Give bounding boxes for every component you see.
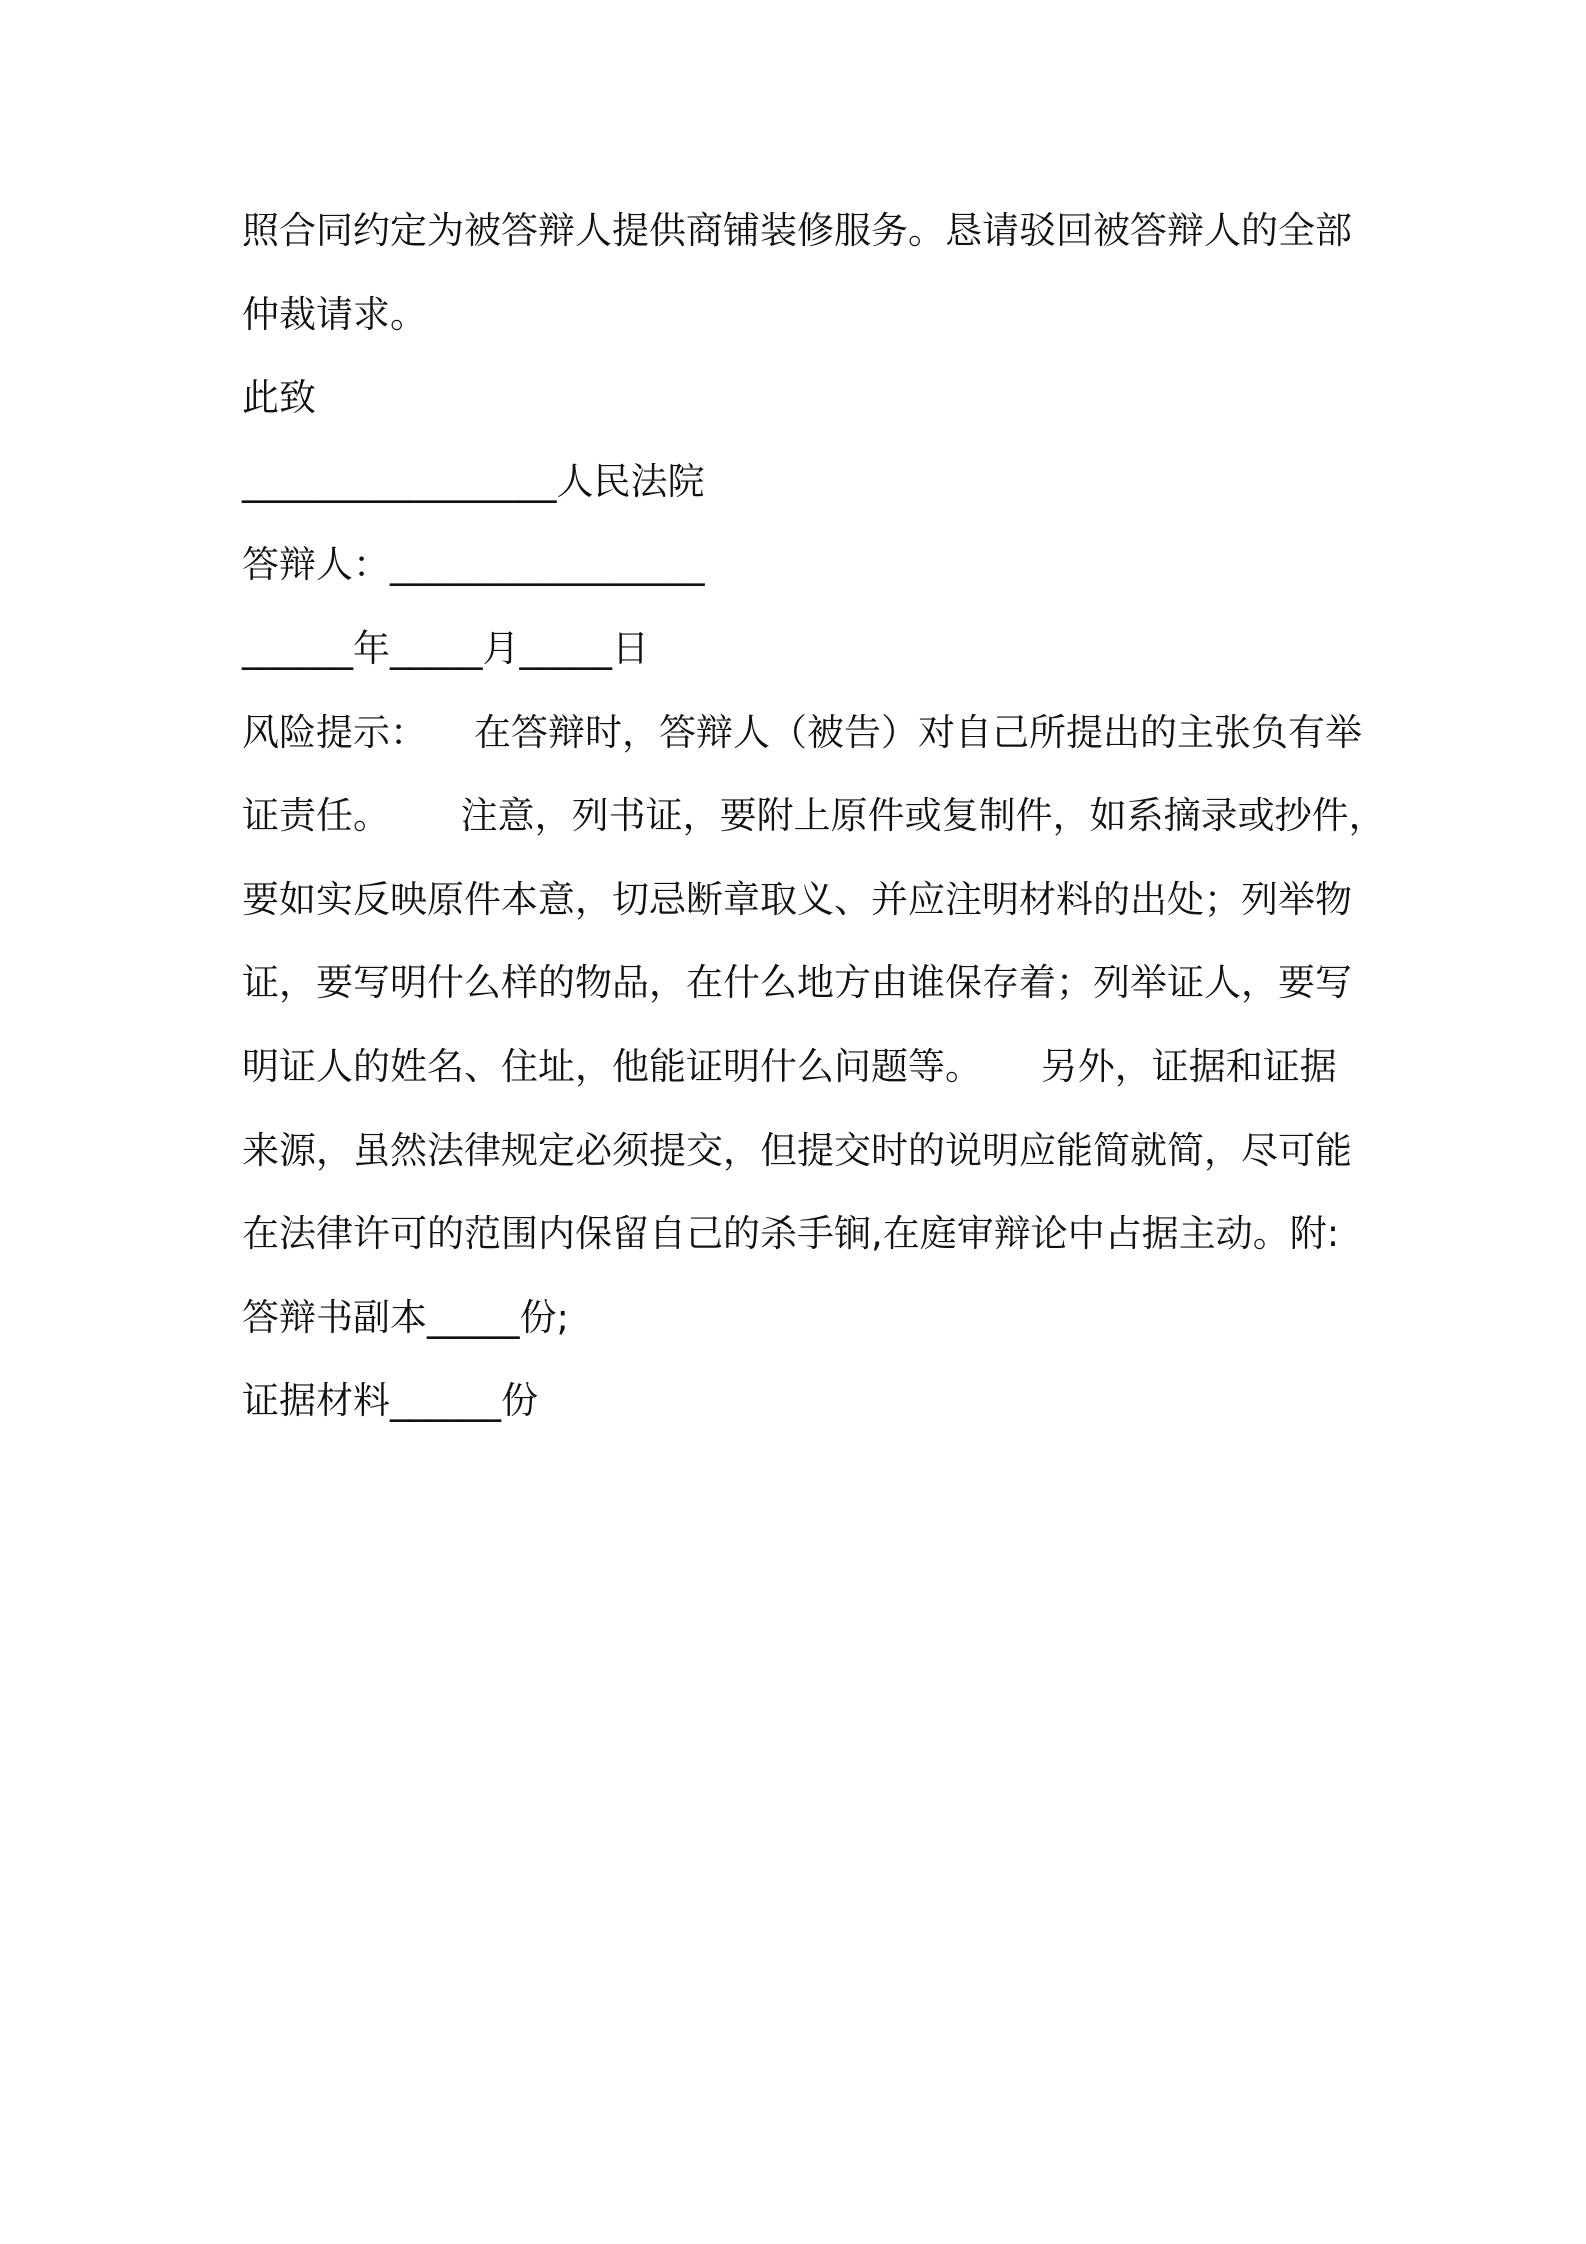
salutation-line: 此致 [242, 376, 316, 420]
risk-notice-line: 来源，虽然法律规定必须提交，但提交时的说明应能简就简，尽可能 [242, 1128, 1352, 1172]
risk-notice-line: 要如实反映原件本意，切忌断章取义、并应注明材料的出处；列举物 [242, 877, 1352, 921]
risk-notice-line: 证责任。 注意，列书证，要附上原件或复制件，如系摘录或抄件， [242, 794, 1386, 838]
attachment-evidence-line: 证据材料______份 [242, 1379, 538, 1423]
risk-notice-line: 风险提示： 在答辩时，答辩人（被告）对自己所提出的主张负有举 [242, 710, 1363, 754]
date-line: ______年_____月_____日 [242, 626, 649, 670]
respondent-signature-line: 答辩人：_________________ [242, 543, 705, 587]
risk-notice-line: 明证人的姓名、住址，他能证明什么问题等。 另外，证据和证据 [242, 1044, 1337, 1088]
risk-notice-line: 证，要写明什么样的物品，在什么地方由谁保存着；列举证人，要写 [242, 961, 1352, 1005]
paragraph-line: 照合同约定为被答辩人提供商铺装修服务。恳请驳回被答辩人的全部 [242, 209, 1352, 252]
document-body [242, 189, 1386, 1443]
court-name-line: _________________人民法院 [242, 459, 705, 503]
attachment-copies-line: 答辩书副本_____份; [242, 1295, 569, 1339]
risk-notice-line: 在法律许可的范围内保留自己的杀手锏,在庭审辩论中占据主动。附: [242, 1212, 1340, 1256]
paragraph-line: 仲裁请求。 [242, 292, 427, 336]
